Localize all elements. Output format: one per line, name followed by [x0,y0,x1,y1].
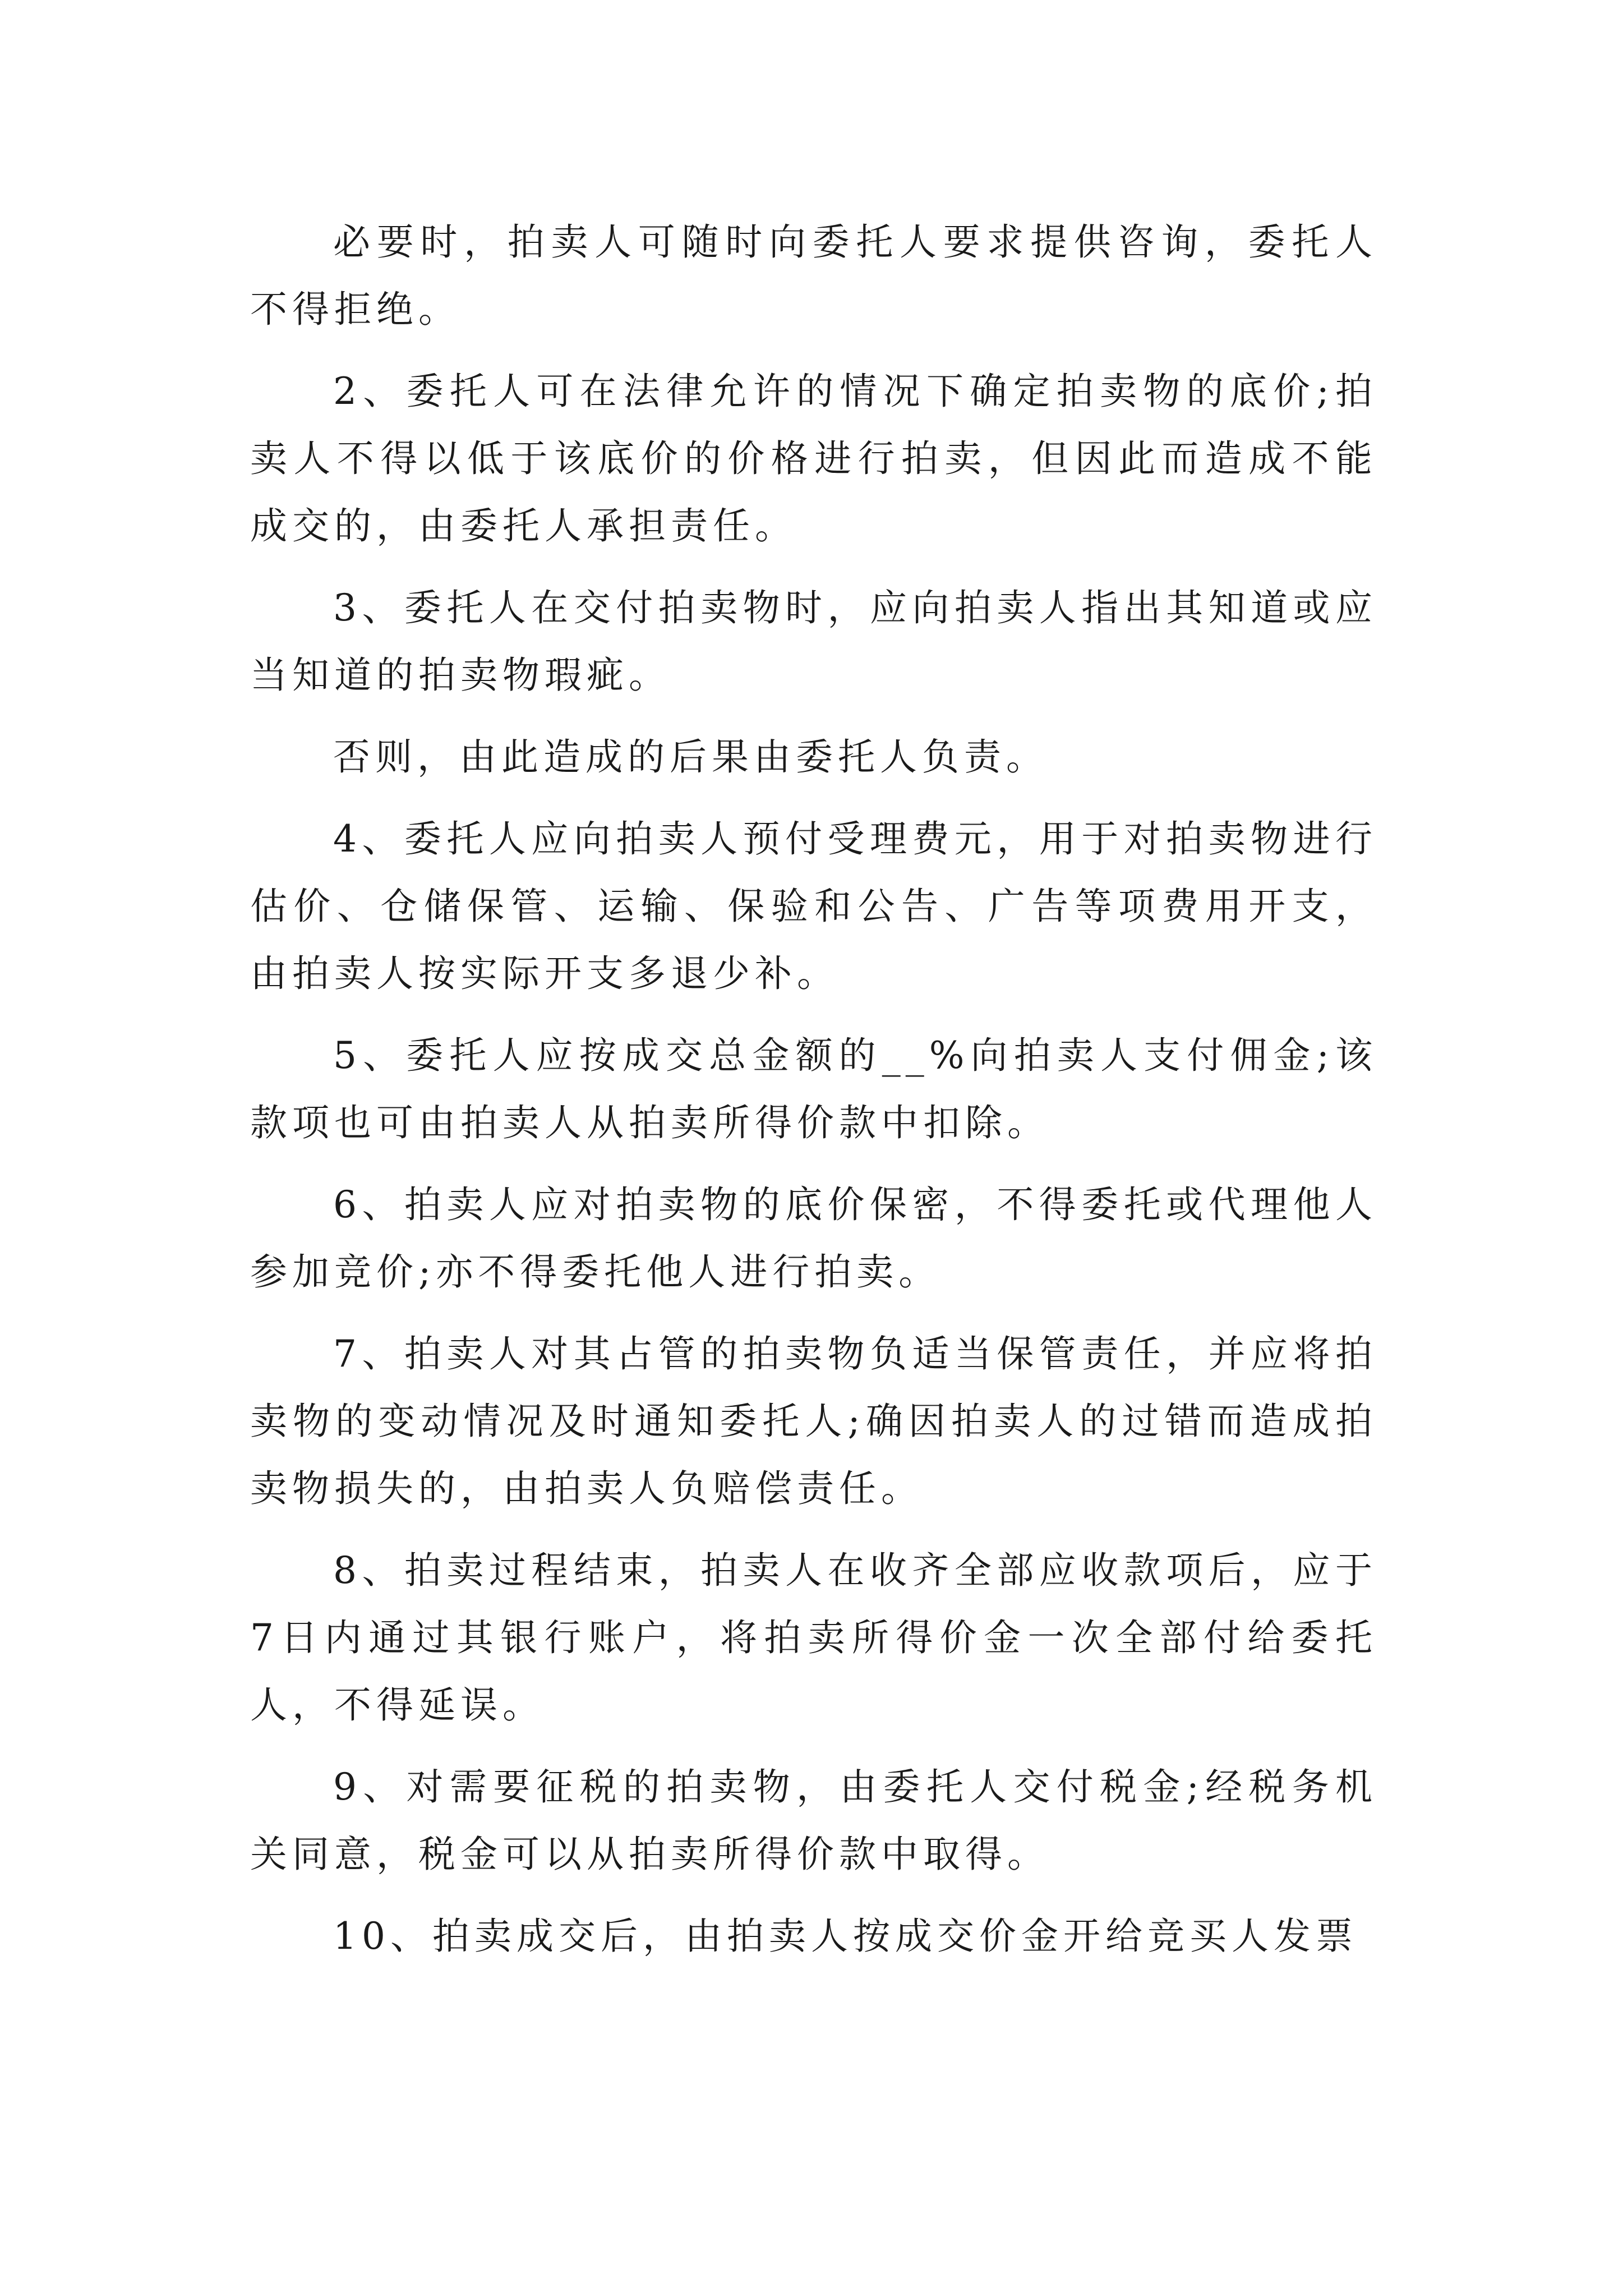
paragraph: 6、拍卖人应对拍卖物的底价保密，不得委托或代理他人参加竞价;亦不得委托他人进行拍卖。 [250,1183,1377,1294]
paragraph: 5、委托人应按成交总金额的__%向拍卖人支付佣金;该款项也可由拍卖人从拍卖所得价款中扣除。 [250,1034,1377,1144]
paragraph: 必要时，拍卖人可随时向委托人要求提供咨询，委托人不得拒绝。 [250,220,1377,331]
paragraph: 8、拍卖过程结束，拍卖人在收齐全部应收款项后，应于7日内通过其银行账户，将拍卖所得价金一次全部付给委托人，不得延误。 [250,1549,1377,1727]
paragraph: 2、委托人可在法律允许的情况下确定拍卖物的底价;拍卖人不得以低于该底价的价格进行拍卖，但因此而造成不能成交的，由委托人承担责任。 [250,370,1377,547]
paragraph: 3、委托人在交付拍卖物时，应向拍卖人指出其知道或应当知道的拍卖物瑕疵。 [250,586,1377,697]
paragraph: 9、对需要征税的拍卖物，由委托人交付税金;经税务机关同意，税金可以从拍卖所得价款中取得。 [250,1765,1377,1876]
paragraph: 7、拍卖人对其占管的拍卖物负适当保管责任，并应将拍卖物的变动情况及时通知委托人;确因拍卖人的过错而造成拍卖物损失的，由拍卖人负赔偿责任。 [250,1332,1377,1510]
paragraph: 4、委托人应向拍卖人预付受理费元，用于对拍卖物进行估价、仓储保管、运输、保验和公告、广告等项费用开支，由拍卖人按实际开支多退少补。 [250,817,1377,995]
paragraph: 否则，由此造成的后果由委托人负责。 [333,735,1048,779]
paragraph: 10、拍卖成交后，由拍卖人按成交价金开给竞买人发票 [333,1915,1358,1958]
document-body [250,209,1377,1985]
